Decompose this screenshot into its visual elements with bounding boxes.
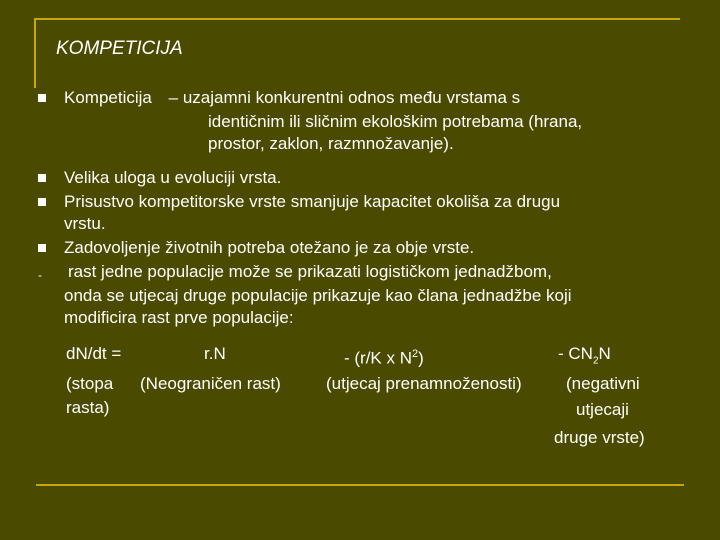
bullet-icon (38, 174, 46, 182)
label-col1-line2: rasta) (66, 398, 110, 417)
item1-term: Kompeticija (64, 88, 152, 107)
label-col1-line1: (stopa (66, 374, 114, 393)
slide-title: KOMPETICIJA (56, 38, 183, 59)
bullet-icon (38, 94, 46, 102)
item4-text: Zadovoljenje životnih potreba otežano je za obje vrste. (64, 238, 475, 257)
item3-line1: Prisustvo kompetitorske vrste smanjuje kapacitet okoliša za drugu (64, 192, 561, 211)
item1-line1 (64, 88, 520, 108)
equation-term1: r.N (204, 344, 226, 363)
bullet-icon (38, 244, 46, 252)
item5-line1: rast jedne populacije može se prikazati logističkom jednadžbom, (68, 262, 552, 281)
label-col3: (utjecaj prenamnoženosti) (326, 374, 522, 393)
label-col4-line1: (negativni (566, 374, 640, 393)
label-col4-line3: druge vrste) (554, 428, 645, 447)
item5-marker: - (38, 268, 42, 282)
item2-text: Velika uloga u evoluciji vrsta. (64, 168, 282, 187)
label-col2: (Neograničen rast) (140, 374, 281, 393)
item5-line3: modificira rast prve populacije: (64, 308, 294, 327)
frame-left-line (34, 18, 36, 88)
frame-top-line (34, 18, 680, 20)
equation-term3: - $CN_2N$ (558, 344, 611, 367)
item1-dash: – (168, 88, 179, 107)
equation-lhs: dN/dt = (66, 344, 122, 363)
item1-line3: prostor, zaklon, razmnožavanje). (208, 134, 454, 153)
equation-term2: - (r/K x $N^2$) (344, 348, 424, 368)
item1-line2: identičnim ili sličnim ekološkim potrebama (hrana, (208, 112, 583, 131)
label-col4-line2: utjecaji (576, 400, 629, 419)
frame-bottom-line (36, 484, 684, 486)
bullet-icon (38, 198, 46, 206)
item5-line2: onda se utjecaj druge populacije prikazuje kao člana jednadžbe koji (64, 286, 572, 305)
item1-text1: uzajamni konkurentni odnos među vrstama s (182, 88, 521, 107)
item3-line2: vrstu. (64, 214, 106, 233)
